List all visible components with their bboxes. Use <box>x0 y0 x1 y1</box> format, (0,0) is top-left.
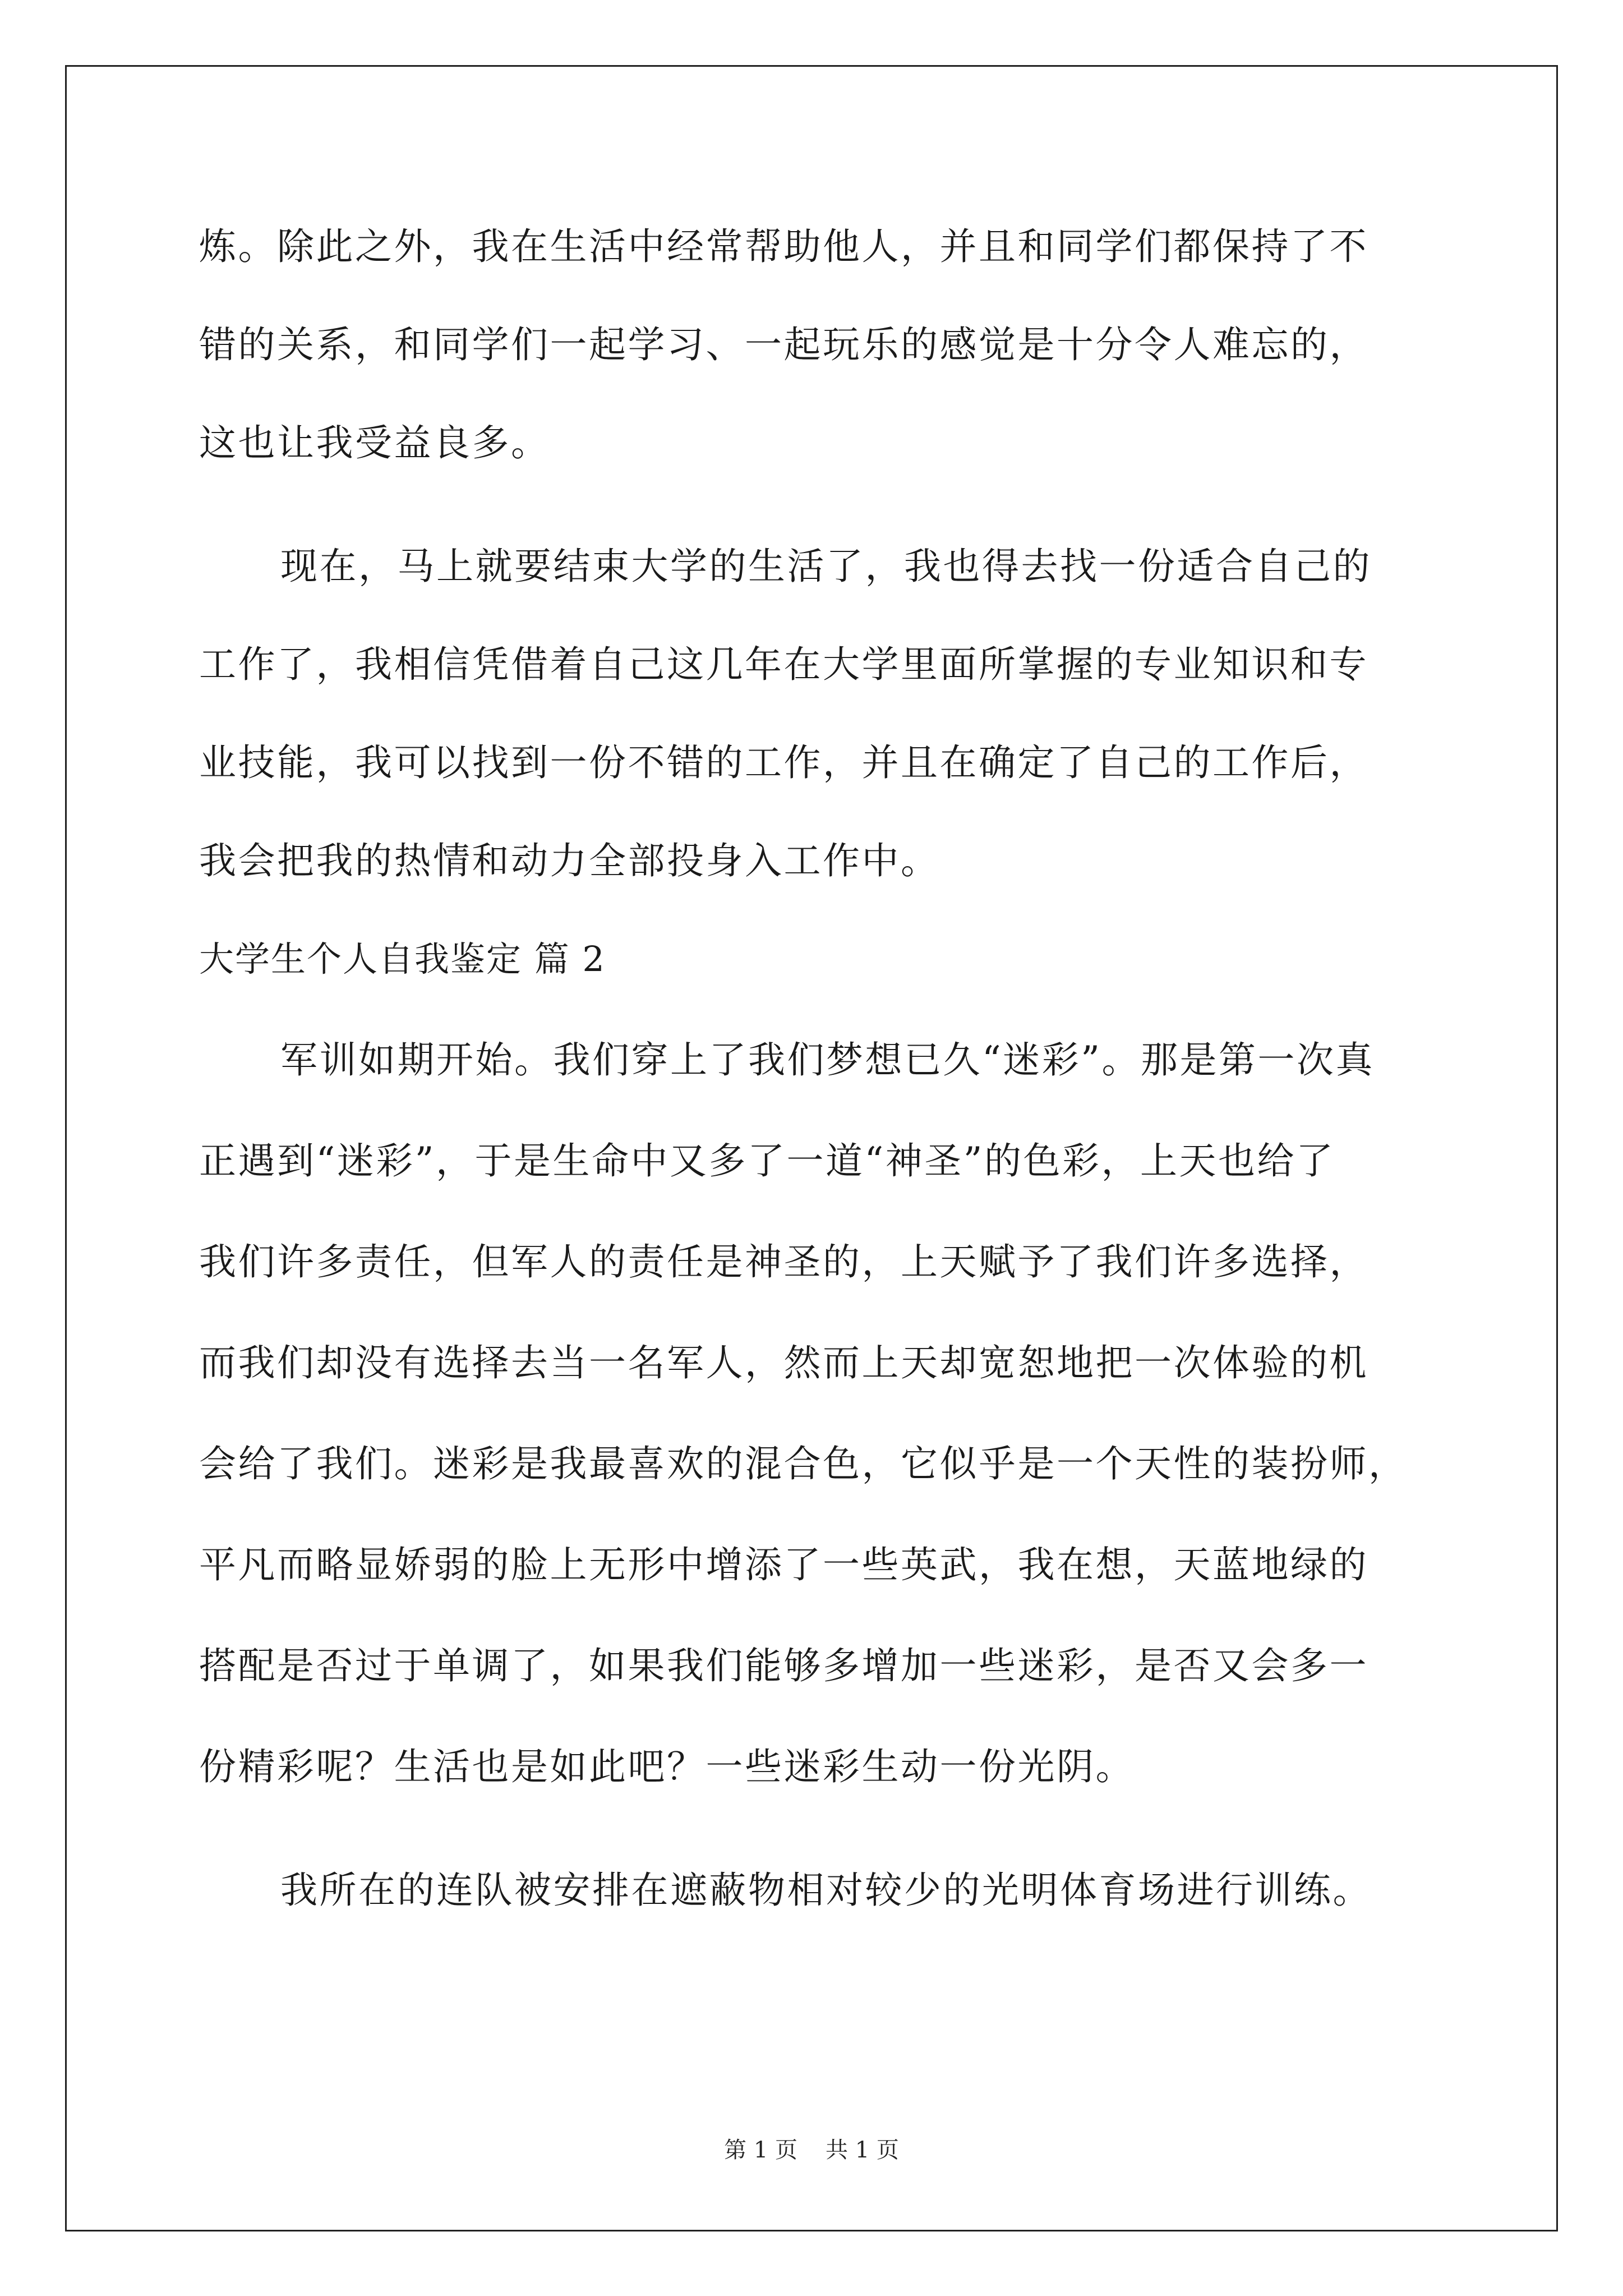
page-total: 共 1 页 <box>826 2137 899 2163</box>
paragraph-line: 搭配是否过于单调了，如果我们能够多增加一些迷彩，是否又会多一 <box>199 1644 1368 1687</box>
page-number: 第 1 页 <box>724 2137 797 2163</box>
paragraph-line: 我会把我的热情和动力全部投身入工作中。 <box>199 839 940 882</box>
paragraph-line: 我所在的连队被安排在遮蔽物相对较少的光明体育场进行训练。 <box>280 1869 1372 1912</box>
paragraph-line: 份精彩呢？生活也是如此吧？一些迷彩生动一份光阴。 <box>199 1745 1135 1788</box>
paragraph-line: 这也让我受益良多。 <box>199 421 550 464</box>
paragraph-line: 会给了我们。迷彩是我最喜欢的混合色，它似乎是一个天性的装扮师， <box>199 1442 1408 1485</box>
paragraph-line: 现在，马上就要结束大学的生活了，我也得去找一份适合自己的 <box>280 545 1372 588</box>
paragraph-line: 而我们却没有选择去当一名军人，然而上天却宽恕地把一次体验的机 <box>199 1341 1368 1384</box>
paragraph-line: 炼。除此之外，我在生活中经常帮助他人，并且和同学们都保持了不 <box>199 225 1368 268</box>
page-footer <box>0 2136 1623 2164</box>
paragraph-line: 军训如期开始。我们穿上了我们梦想已久“迷彩”。那是第一次真 <box>280 1038 1375 1082</box>
paragraph-line: 错的关系，和同学们一起学习、一起玩乐的感觉是十分令人难忘的， <box>199 323 1368 366</box>
section-heading: 大学生个人自我鉴定 篇 2 <box>199 938 606 979</box>
paragraph-line: 工作了，我相信凭借着自己这几年在大学里面所掌握的专业知识和专 <box>199 643 1368 686</box>
paragraph-line: 平凡而略显娇弱的脸上无形中增添了一些英武，我在想，天蓝地绿的 <box>199 1543 1368 1586</box>
paragraph-line: 正遇到“迷彩”，于是生命中又多了一道“神圣”的色彩，上天也给了 <box>199 1139 1335 1182</box>
paragraph-line: 业技能，我可以找到一份不错的工作，并且在确定了自己的工作后， <box>199 741 1368 784</box>
paragraph-line: 我们许多责任，但军人的责任是神圣的，上天赋予了我们许多选择， <box>199 1240 1368 1283</box>
